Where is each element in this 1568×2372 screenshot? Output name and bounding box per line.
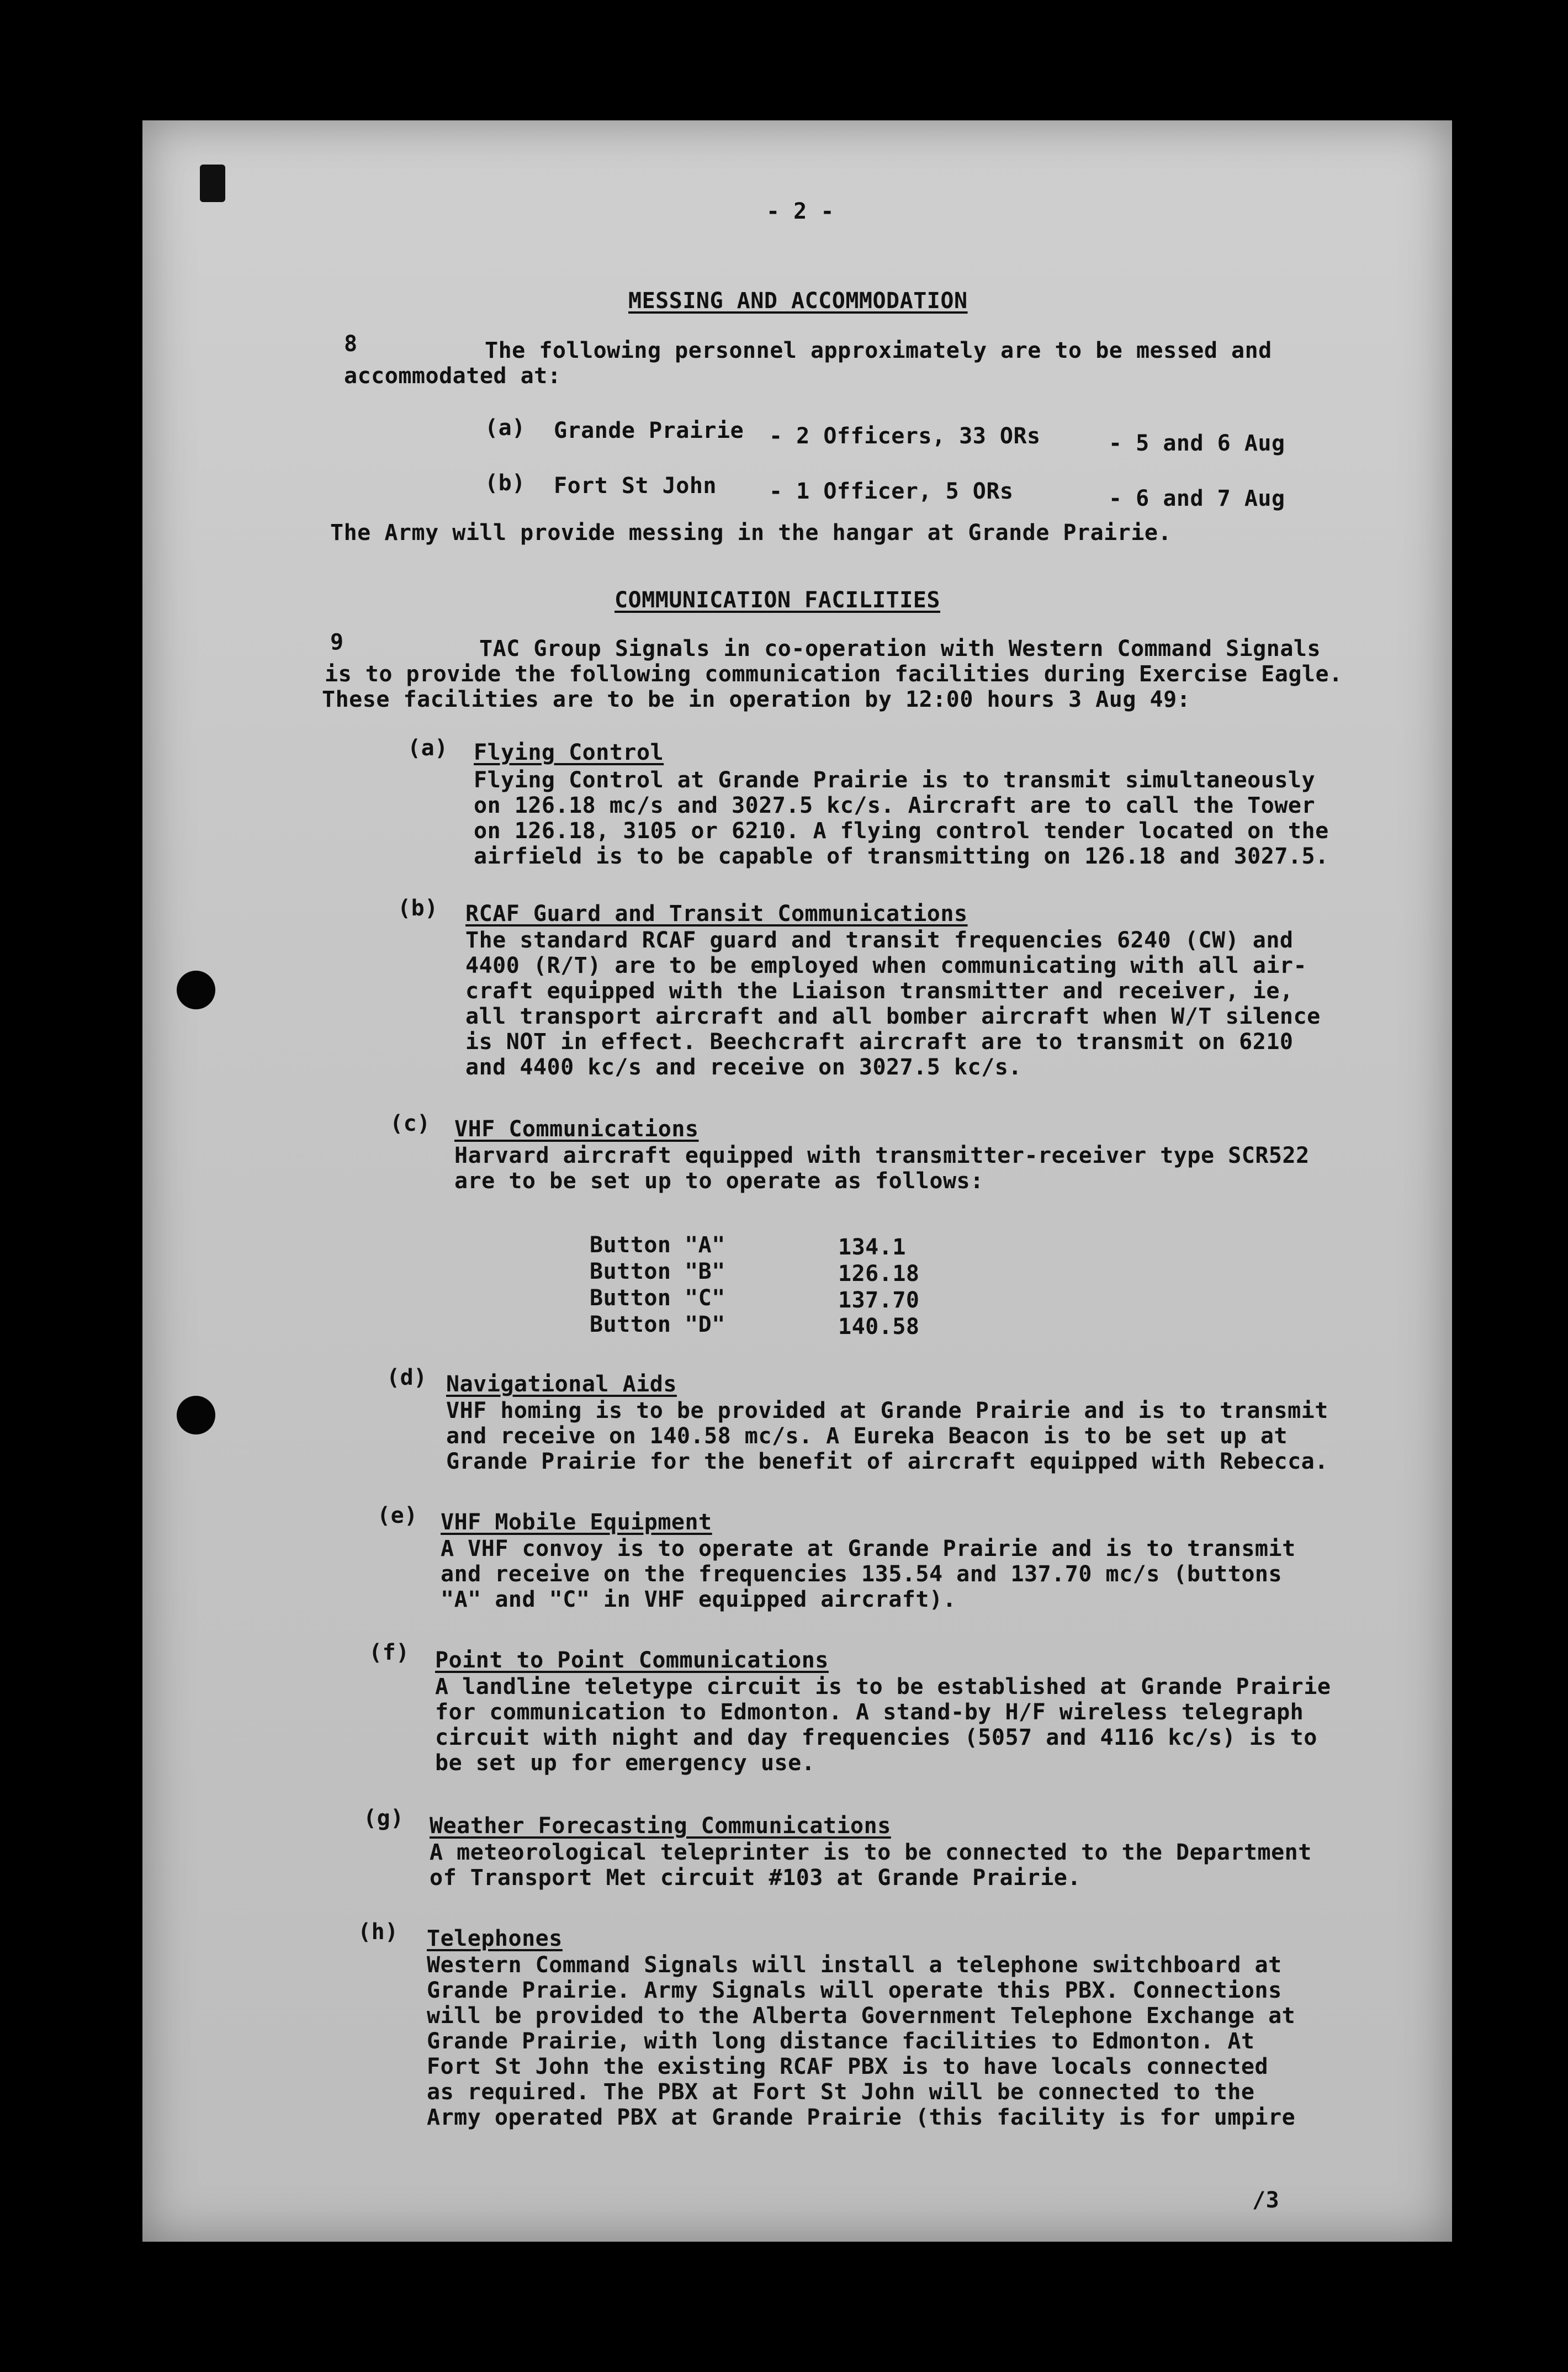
subsection-h-line: will be provided to the Alberta Government Telephone Exchange at — [427, 2003, 1296, 2029]
subsection-f-title: Point to Point Communications — [435, 1648, 829, 1673]
punch-hole-top — [177, 971, 215, 1009]
paper-clip-mark — [200, 165, 225, 202]
subsection-b-label: (b) — [398, 896, 438, 921]
vhf-button-name: Button "A" — [590, 1232, 725, 1258]
para-number-8: 8 — [344, 331, 358, 357]
subsection-a-line: on 126.18, 3105 or 6210. A flying control tender located on the — [474, 818, 1329, 844]
vhf-button-name: Button "B" — [590, 1259, 725, 1284]
vhf-button-name: Button "D" — [590, 1312, 725, 1337]
subsection-c-label: (c) — [390, 1111, 431, 1136]
subsection-h-line: Fort St John the existing RCAF PBX is to have locals connected — [427, 2054, 1269, 2079]
subsection-d-label: (d) — [386, 1365, 427, 1390]
subsection-a-line: airfield is to be capable of transmitting on 126.18 and 3027.5. — [474, 844, 1329, 869]
messing-item-personnel: - 1 Officer, 5 ORs — [769, 479, 1014, 504]
section-heading-messing: MESSING AND ACCOMMODATION — [628, 288, 968, 314]
communication-intro-line-2: is to provide the following communication facilities during Exercise Eagle. — [325, 661, 1343, 687]
vhf-button-name: Button "C" — [590, 1285, 725, 1311]
subsection-b-title: RCAF Guard and Transit Communications — [465, 901, 968, 926]
subsection-h-title: Telephones — [427, 1926, 563, 1951]
vhf-button-frequency: 140.58 — [838, 1314, 920, 1339]
subsection-c-line: are to be set up to operate as follows: — [454, 1168, 984, 1194]
subsection-f-line: A landline teletype circuit is to be established at Grande Prairie — [435, 1674, 1331, 1699]
subsection-e-title: VHF Mobile Equipment — [441, 1510, 712, 1535]
messing-item-label: (a) — [485, 415, 526, 441]
subsection-a-label: (a) — [407, 735, 448, 761]
subsection-f-line: be set up for emergency use. — [435, 1750, 815, 1776]
subsection-d-line: VHF homing is to be provided at Grande Prairie and is to transmit — [446, 1398, 1328, 1423]
para-number-9: 9 — [330, 629, 344, 655]
vhf-button-frequency: 134.1 — [838, 1235, 906, 1260]
subsection-e-label: (e) — [377, 1503, 418, 1528]
continuation-mark: /3 — [1252, 2188, 1280, 2213]
subsection-h-label: (h) — [358, 1919, 399, 1945]
army-messing-note: The Army will provide messing in the hangar at Grande Prairie. — [330, 520, 1172, 546]
punch-hole-bottom — [177, 1396, 215, 1434]
subsection-a-line: on 126.18 mc/s and 3027.5 kc/s. Aircraft are to call the Tower — [474, 793, 1316, 818]
vhf-button-frequency: 126.18 — [838, 1261, 920, 1286]
subsection-a-line: Flying Control at Grande Prairie is to transmit simultaneously — [474, 767, 1316, 793]
subsection-h-line: Grande Prairie, with long distance facilities to Edmonton. At — [427, 2029, 1255, 2054]
subsection-h-line: Grande Prairie. Army Signals will operate this PBX. Connections — [427, 1978, 1282, 2003]
section-heading-communication: COMMUNICATION FACILITIES — [615, 587, 940, 613]
vhf-button-frequency: 137.70 — [838, 1288, 920, 1313]
messing-item-dates: - 6 and 7 Aug — [1109, 486, 1285, 511]
messing-item-dates: - 5 and 6 Aug — [1109, 431, 1285, 456]
messing-item-personnel: - 2 Officers, 33 ORs — [769, 423, 1041, 449]
subsection-c-line: Harvard aircraft equipped with transmitter-receiver type SCR522 — [454, 1143, 1310, 1168]
subsection-g-title: Weather Forecasting Communications — [430, 1813, 891, 1839]
subsection-h-line: Western Command Signals will install a telephone switchboard at — [427, 1952, 1282, 1978]
messing-item-label: (b) — [485, 470, 526, 496]
subsection-c-title: VHF Communications — [454, 1116, 699, 1142]
subsection-b-line: The standard RCAF guard and transit frequencies 6240 (CW) and — [465, 928, 1294, 953]
subsection-h-line: as required. The PBX at Fort St John will be connected to the — [427, 2079, 1255, 2105]
subsection-f-label: (f) — [369, 1640, 410, 1665]
subsection-g-label: (g) — [363, 1806, 404, 1831]
communication-intro-line-3: These facilities are to be in operation by 12:00 hours 3 Aug 49: — [322, 687, 1191, 712]
messing-intro-line-1: The following personnel approximately are to be messed and — [485, 338, 1272, 363]
subsection-g-line: A meteorological teleprinter is to be connected to the Department — [430, 1840, 1312, 1865]
subsection-f-line: for communication to Edmonton. A stand-by H/F wireless telegraph — [435, 1699, 1304, 1725]
subsection-d-line: and receive on 140.58 mc/s. A Eureka Beacon is to be set up at — [446, 1423, 1288, 1449]
subsection-e-line: and receive on the frequencies 135.54 and 137.70 mc/s (buttons — [441, 1561, 1283, 1587]
subsection-b-line: all transport aircraft and all bomber aircraft when W/T silence — [465, 1004, 1321, 1029]
subsection-g-line: of Transport Met circuit #103 at Grande Prairie. — [430, 1865, 1081, 1891]
subsection-b-line: is NOT in effect. Beechcraft aircraft are to transmit on 6210 — [465, 1029, 1294, 1055]
subsection-b-line: craft equipped with the Liaison transmitter and receiver, ie, — [465, 978, 1294, 1004]
subsection-a-title: Flying Control — [474, 740, 664, 765]
subsection-b-line: and 4400 kc/s and receive on 3027.5 kc/s. — [465, 1055, 1022, 1080]
subsection-d-title: Navigational Aids — [446, 1372, 677, 1397]
subsection-e-line: "A" and "C" in VHF equipped aircraft). — [441, 1587, 957, 1612]
messing-intro-line-2: accommodated at: — [344, 363, 561, 389]
communication-intro-line-1: TAC Group Signals in co-operation with Western Command Signals — [479, 636, 1321, 661]
subsection-e-line: A VHF convoy is to operate at Grande Prairie and is to transmit — [441, 1536, 1296, 1561]
subsection-h-line: Army operated PBX at Grande Prairie (this facility is for umpire — [427, 2105, 1296, 2130]
subsection-d-line: Grande Prairie for the benefit of aircraft equipped with Rebecca. — [446, 1449, 1328, 1474]
messing-item-place: Grande Prairie — [554, 418, 744, 443]
document-page — [142, 120, 1452, 2242]
subsection-b-line: 4400 (R/T) are to be employed when communicating with all air- — [465, 953, 1307, 978]
page-number: - 2 - — [766, 199, 834, 224]
subsection-f-line: circuit with night and day frequencies (5057 and 4116 kc/s) is to — [435, 1725, 1317, 1750]
messing-item-place: Fort St John — [554, 473, 717, 499]
